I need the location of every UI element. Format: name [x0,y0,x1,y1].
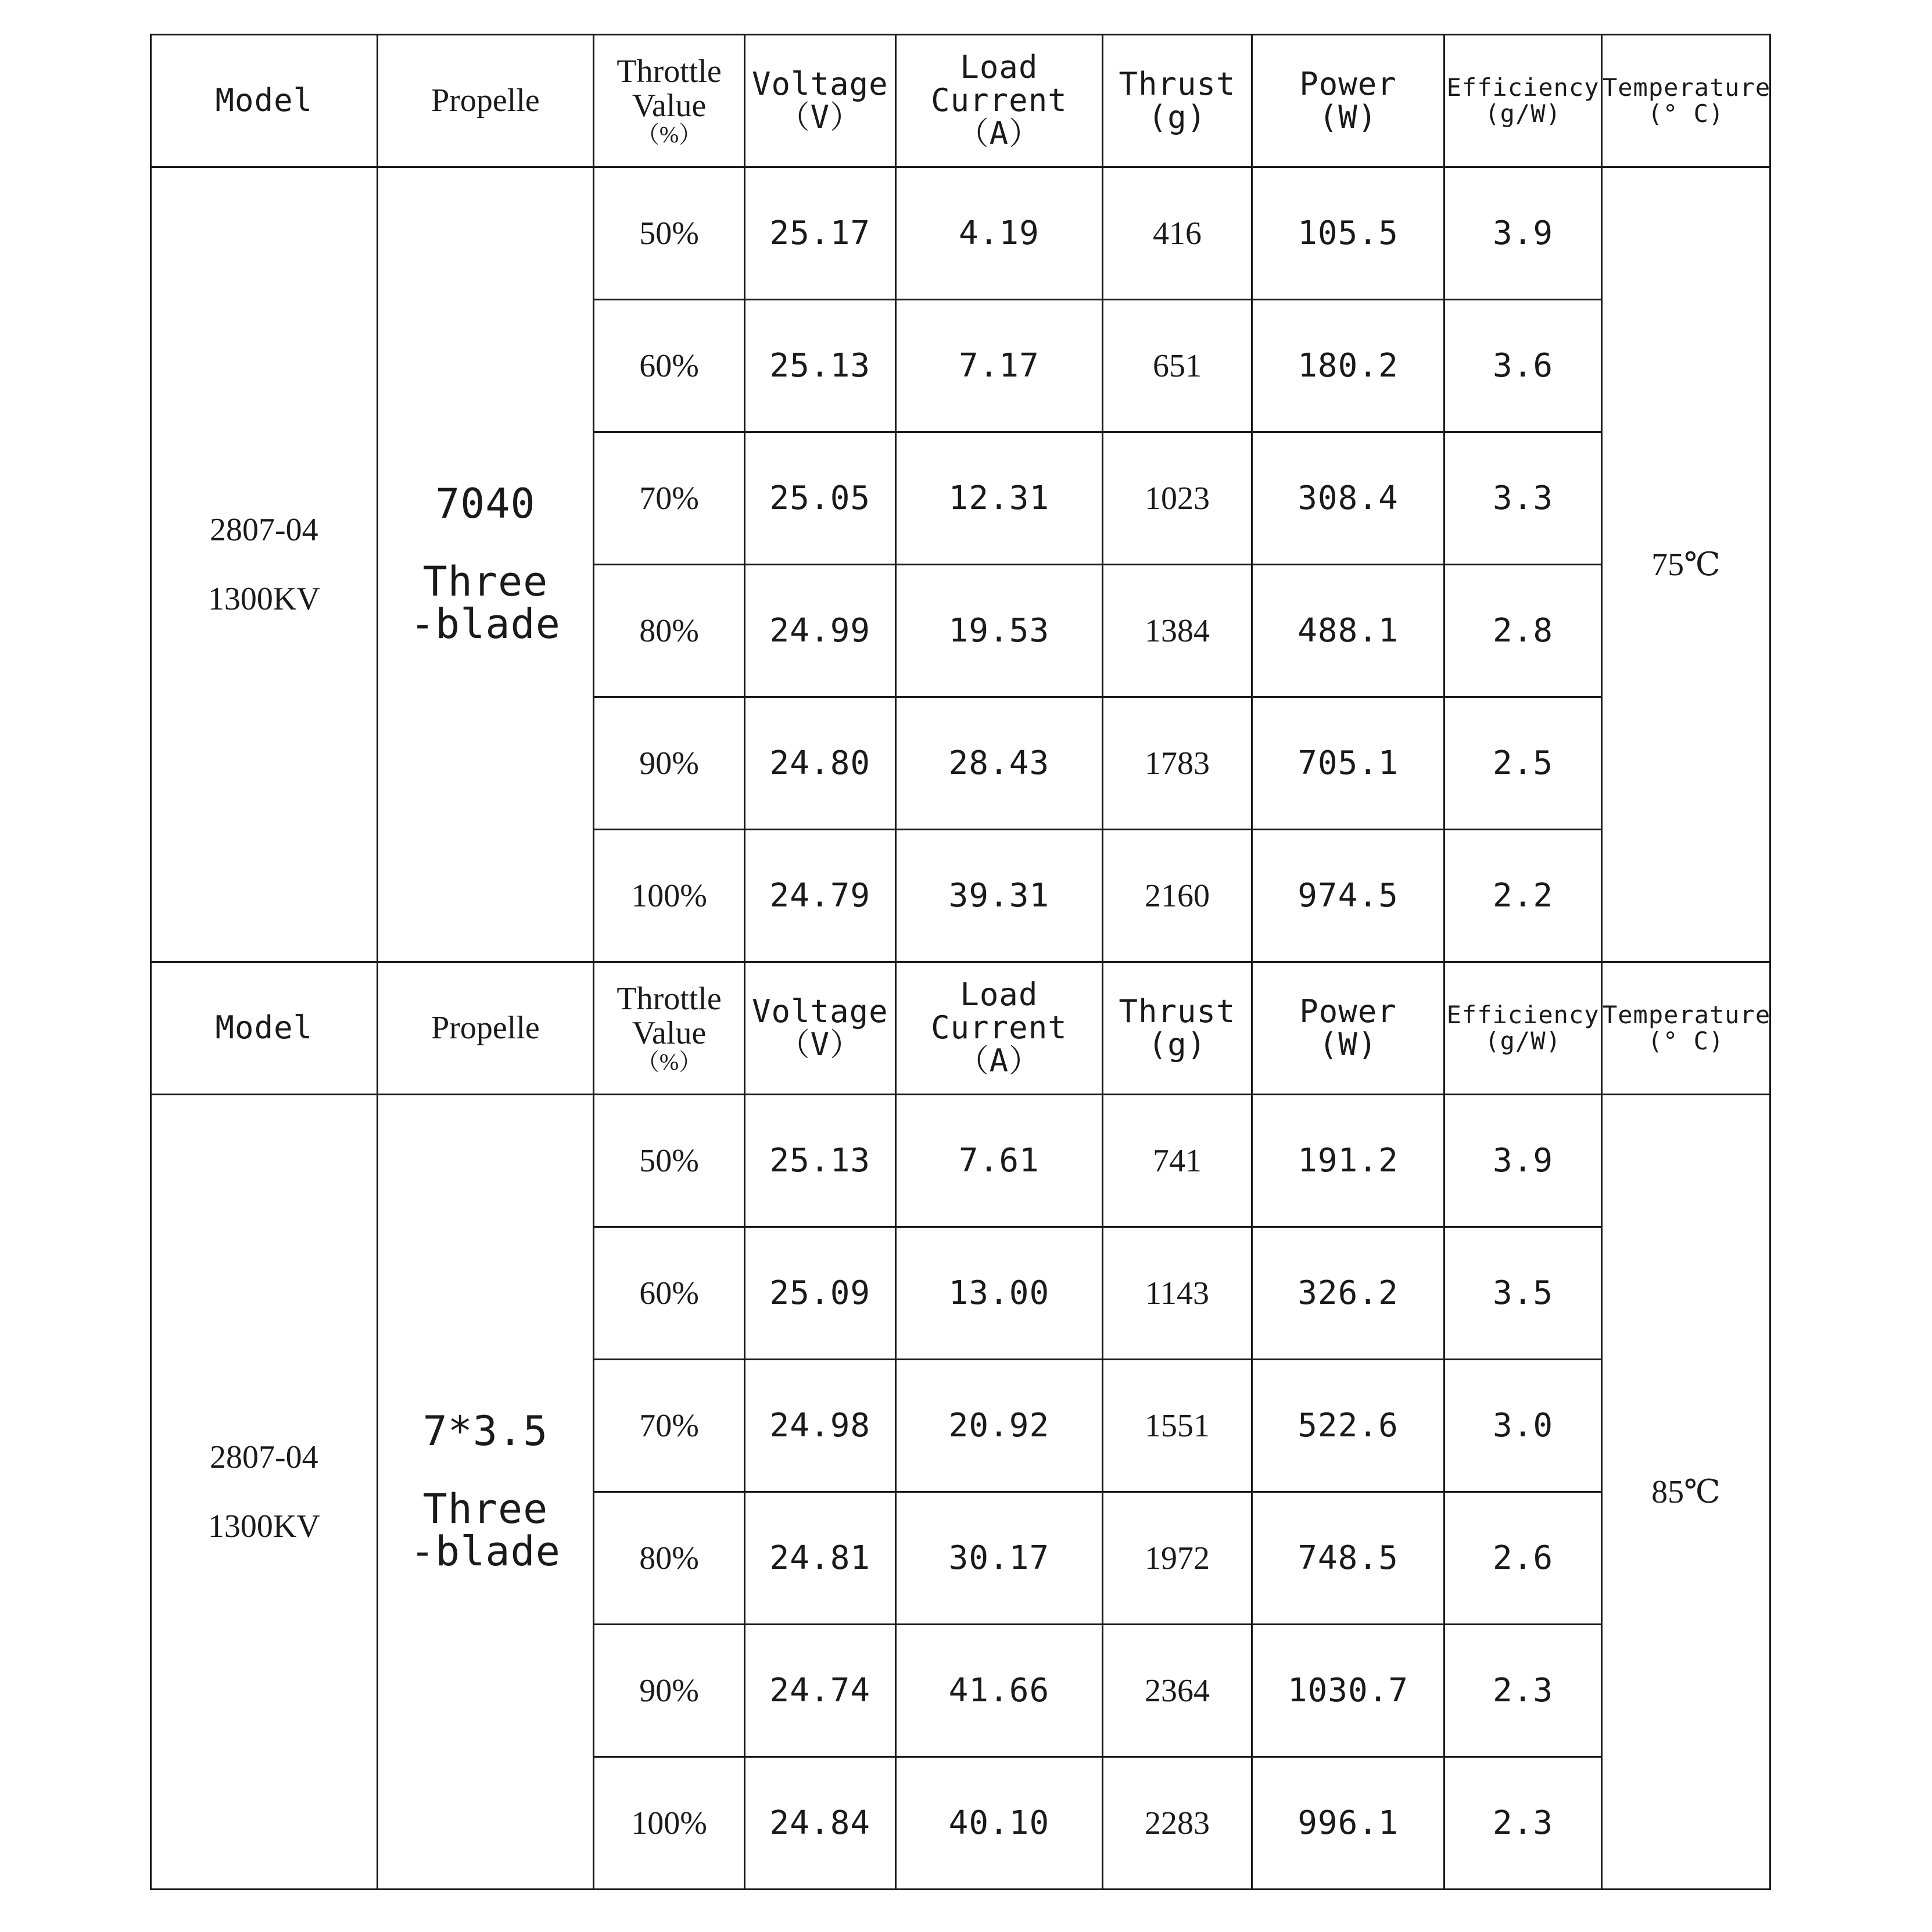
current-cell: 39.31 [895,830,1102,962]
thrust-header [1103,35,1252,167]
temperature-header-line: Temperature [1602,73,1771,102]
propeller-type: -blade [410,1528,561,1576]
voltage-cell: 25.09 [744,1227,895,1360]
efficiency-cell: 2.2 [1444,830,1602,962]
table-body [151,35,1770,1890]
voltage-cell: 25.13 [744,1095,895,1227]
power-header [1252,35,1444,167]
propeller-header-label: Propelle [431,1010,540,1046]
current-cell: 7.61 [895,1095,1102,1227]
propeller-header [377,962,594,1095]
throttle-cell: 90% [594,697,745,830]
power-header-line: Power [1299,992,1397,1030]
power-cell: 522.6 [1252,1360,1444,1492]
throttle-cell: 70% [594,1360,745,1492]
efficiency-cell: 3.9 [1444,167,1602,300]
propeller-size: 7*3.5 [422,1407,549,1456]
power-cell: 105.5 [1252,167,1444,300]
power-header-line: (W) [1318,1026,1378,1063]
current-cell: 30.17 [895,1492,1102,1625]
current-cell: 41.66 [895,1625,1102,1757]
model-header-label: Model [215,1009,313,1046]
throttle-cell: 50% [594,1095,745,1227]
voltage-header-line: （V） [778,98,862,135]
power-cell: 180.2 [1252,300,1444,432]
efficiency-header [1444,962,1602,1095]
thrust-cell: 1551 [1103,1360,1252,1492]
temperature-header-line: Temperature [1602,1001,1771,1030]
throttle-header [594,962,745,1095]
table-row [151,167,1770,300]
throttle-cell: 80% [594,1492,745,1625]
power-header [1252,962,1444,1095]
throttle-cell: 100% [594,1757,745,1890]
propeller-type: -blade [410,600,561,648]
voltage-header-line: Voltage [752,65,888,102]
current-cell: 28.43 [895,697,1102,830]
current-header-line: Current [931,82,1067,119]
propeller-type: Three [422,1485,549,1533]
voltage-header [744,962,895,1095]
thrust-cell: 2283 [1103,1757,1252,1890]
voltage-cell: 24.74 [744,1625,895,1757]
temperature-header [1601,35,1770,167]
efficiency-cell: 3.6 [1444,300,1602,432]
power-cell: 488.1 [1252,565,1444,697]
thrust-cell: 651 [1103,300,1252,432]
thrust-cell: 1384 [1103,565,1252,697]
power-cell: 326.2 [1252,1227,1444,1360]
current-cell: 40.10 [895,1757,1102,1890]
efficiency-cell: 2.3 [1444,1757,1602,1890]
current-header-line: （A） [957,114,1041,152]
thrust-header-line: (g) [1148,98,1207,135]
propeller-size: 7040 [435,480,536,528]
propeller-type: Three [422,557,549,605]
efficiency-header [1444,35,1602,167]
throttle-cell: 80% [594,565,745,697]
thrust-cell: 416 [1103,167,1252,300]
motor-test-table [150,34,1771,1890]
temperature-header-line: (° C) [1647,99,1725,128]
current-cell: 19.53 [895,565,1102,697]
voltage-cell: 24.79 [744,830,895,962]
throttle-header-line: （%） [636,1049,702,1076]
thrust-header [1103,962,1252,1095]
model-kv: 1300KV [207,580,320,617]
throttle-header-line: （%） [636,121,702,148]
thrust-cell: 2160 [1103,830,1252,962]
throttle-cell: 90% [594,1625,745,1757]
throttle-header-line: Throttle [616,53,722,89]
throttle-cell: 70% [594,432,745,565]
efficiency-cell: 3.3 [1444,432,1602,565]
current-cell: 13.00 [895,1227,1102,1360]
power-cell: 1030.7 [1252,1625,1444,1757]
efficiency-header-line: Efficiency [1446,1001,1600,1030]
voltage-header [744,35,895,167]
thrust-header-line: Thrust [1119,65,1236,102]
efficiency-header-line: (g/W) [1485,99,1561,128]
table-row [151,1095,1770,1227]
power-cell: 191.2 [1252,1095,1444,1227]
current-cell: 12.31 [895,432,1102,565]
throttle-header-line: Value [632,1015,707,1051]
thrust-header-line: Thrust [1119,992,1236,1030]
propeller-header-label: Propelle [431,83,540,119]
throttle-cell: 60% [594,300,745,432]
thrust-header-line: (g) [1148,1026,1207,1063]
model-header [151,35,378,167]
thrust-cell: 2364 [1103,1625,1252,1757]
efficiency-cell: 2.6 [1444,1492,1602,1625]
current-cell: 7.17 [895,300,1102,432]
header-row [151,962,1770,1095]
thrust-cell: 1972 [1103,1492,1252,1625]
throttle-header-line: Value [632,87,707,124]
voltage-cell: 24.81 [744,1492,895,1625]
temperature-cell: 75℃ [1601,167,1770,962]
current-header [895,35,1102,167]
propeller-cell [377,167,594,962]
thrust-cell: 1023 [1103,432,1252,565]
thrust-cell: 1143 [1103,1227,1252,1360]
power-cell: 996.1 [1252,1757,1444,1890]
power-header-line: (W) [1318,98,1378,135]
current-header-line: Current [931,1009,1067,1046]
voltage-cell: 25.17 [744,167,895,300]
current-header-line: Load [960,49,1038,86]
voltage-cell: 24.80 [744,697,895,830]
voltage-header-line: Voltage [752,992,888,1030]
current-header-line: （A） [957,1042,1041,1079]
temperature-header [1601,962,1770,1095]
voltage-header-line: （V） [778,1026,862,1063]
throttle-header-line: Throttle [616,980,722,1017]
header-row [151,35,1770,167]
model-cell [151,167,378,962]
efficiency-header-line: (g/W) [1485,1026,1561,1055]
current-header [895,962,1102,1095]
model-name: 2807-04 [210,1439,318,1475]
throttle-cell: 50% [594,167,745,300]
model-header-label: Model [215,82,313,119]
current-header-line: Load [960,976,1038,1013]
throttle-cell: 60% [594,1227,745,1360]
efficiency-cell: 2.3 [1444,1625,1602,1757]
power-cell: 974.5 [1252,830,1444,962]
efficiency-cell: 2.5 [1444,697,1602,830]
voltage-cell: 25.05 [744,432,895,565]
model-header [151,962,378,1095]
power-cell: 308.4 [1252,432,1444,565]
temperature-header-line: (° C) [1647,1026,1725,1055]
model-cell [151,1095,378,1890]
power-header-line: Power [1299,65,1397,102]
power-cell: 748.5 [1252,1492,1444,1625]
power-cell: 705.1 [1252,697,1444,830]
propeller-header [377,35,594,167]
propeller-cell [377,1095,594,1890]
throttle-cell: 100% [594,830,745,962]
voltage-cell: 25.13 [744,300,895,432]
efficiency-cell: 3.5 [1444,1227,1602,1360]
current-cell: 4.19 [895,167,1102,300]
voltage-cell: 24.98 [744,1360,895,1492]
temperature-cell: 85℃ [1601,1095,1770,1890]
efficiency-cell: 3.9 [1444,1095,1602,1227]
voltage-cell: 24.84 [744,1757,895,1890]
current-cell: 20.92 [895,1360,1102,1492]
thrust-cell: 741 [1103,1095,1252,1227]
model-kv: 1300KV [207,1508,320,1544]
efficiency-header-line: Efficiency [1446,73,1600,102]
voltage-cell: 24.99 [744,565,895,697]
throttle-header [594,35,745,167]
model-name: 2807-04 [210,511,318,548]
efficiency-cell: 3.0 [1444,1360,1602,1492]
efficiency-cell: 2.8 [1444,565,1602,697]
thrust-cell: 1783 [1103,697,1252,830]
